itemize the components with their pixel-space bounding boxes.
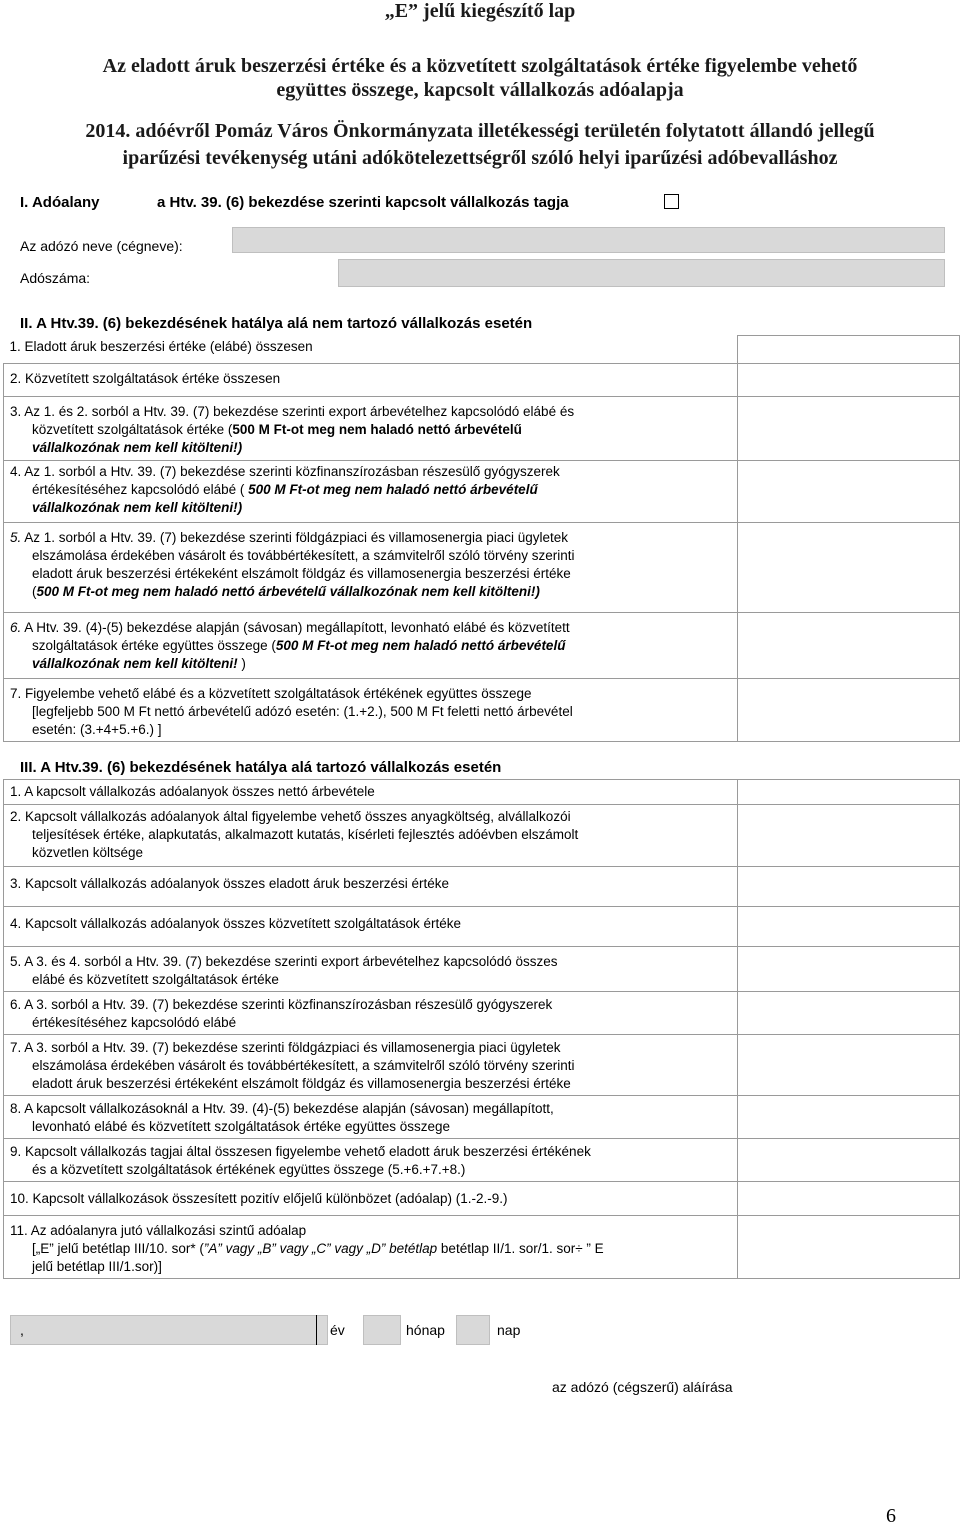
table-row: 2. Közvetített szolgáltatások értéke összesen: [4, 364, 960, 397]
value-cell[interactable]: [738, 947, 960, 992]
month-field[interactable]: [363, 1315, 401, 1345]
day-label: nap: [497, 1322, 521, 1338]
section2-table: [3, 335, 960, 742]
section1-label: I. Adóalany: [20, 194, 100, 211]
taxpayer-name-label: Az adózó neve (cégneve):: [20, 238, 183, 254]
table-row: 7. Figyelembe vehető elábé és a közvetített szolgáltatások értékének együttes összege [legfeljebb 500 M Ft nettó árbevételű adózó esetén: (1.+2.), 500 M Ft feletti nettó árbevétel esetén: (3.+4+5.+6.) ]: [4, 679, 960, 742]
tax-year: 2014.: [85, 120, 131, 142]
section1-text: a Htv. 39. (6) bekezdése szerinti kapcsolt vállalkozás tagja: [157, 194, 569, 211]
table-row: 9. Kapcsolt vállalkozás tagjai által összesen figyelembe vehető eladott áruk beszerzési értékének és a közvetített szolgáltatások értékének együttes összege (5.+6.+7.+8.): [4, 1139, 960, 1182]
table-row: 7. A 3. sorból a Htv. 39. (7) bekezdése szerinti földgázpiaci és villamosenergia piaci ügyletek elszámolása érdekében vásárolt és továbbértékesített, a számvitelről szóló törvény szerinti eladott áruk beszerzési értékeként elszámolt földgáz és villamosenergia beszerzési értéke: [4, 1035, 960, 1096]
form-title: „E” jelű kiegészítő lap: [384, 0, 576, 22]
table-row: 1. Eladott áruk beszerzési értéke (elábé) összesen: [4, 336, 960, 364]
value-cell[interactable]: [738, 523, 960, 613]
table-row: 2. Kapcsolt vállalkozás adóalanyok által figyelembe vehető összes anyagköltség, alvállalkozói teljesítések értéke, alapkutatás, alkalmazott kutatás, kísérleti fejlesztés adóévben elszámolt közvetlen költsége: [4, 805, 960, 867]
value-cell[interactable]: [738, 397, 960, 461]
table-row: 5. Az 1. sorból a Htv. 39. (7) bekezdése szerinti földgázpiaci és villamosenergia piaci ügyletek elszámolása érdekében vásárolt és továbbértékesített, a számvitelről szóló törvény szerinti eladott áruk beszerzési értékeként elszámolt földgáz és villamosenergia beszerzési értéke (500 M Ft-ot meg nem haladó nettó árbevételű vállalkozónak nem kell kitölteni!): [4, 523, 960, 613]
table-row: 10. Kapcsolt vállalkozások összesített pozitív előjelű különbözet (adóalap) (1.-2.-9.): [4, 1182, 960, 1216]
value-cell[interactable]: [738, 1096, 960, 1139]
value-cell[interactable]: [738, 780, 960, 805]
form-subtitle: Az eladott áruk beszerzési értéke és a közvetített szolgáltatások értéke figyelembe vehető együttes összege, kapcsolt vállalkozás adóalapja: [102, 55, 858, 101]
value-cell[interactable]: [738, 1139, 960, 1182]
value-cell[interactable]: [738, 907, 960, 947]
value-cell[interactable]: [738, 867, 960, 907]
table-row: 6. A 3. sorból a Htv. 39. (7) bekezdése szerinti közfinanszírozásban részesülő gyógyszerek értékesítéséhez kapcsolódó elábé: [4, 992, 960, 1035]
table-row: 4. Kapcsolt vállalkozás adóalanyok összes közvetített szolgáltatások értéke: [4, 907, 960, 947]
tax-number-field[interactable]: [338, 259, 945, 287]
form-description: 2014. adóévről Pomáz Város Önkormányzata illetékességi területén folytatott állandó jellegű iparűzési tevékenység utáni adókötelezettségről szóló helyi iparűzési adóbevalláshoz: [85, 120, 875, 169]
value-cell[interactable]: [738, 364, 960, 397]
page-number: 6: [886, 1505, 896, 1527]
value-cell[interactable]: [738, 613, 960, 679]
value-cell[interactable]: [738, 805, 960, 867]
related-enterprise-checkbox[interactable]: [664, 194, 679, 209]
tax-number-label: Adószáma:: [20, 270, 91, 286]
year-label: év: [330, 1322, 345, 1338]
value-cell[interactable]: [738, 461, 960, 523]
place-comma: ,: [20, 1322, 24, 1338]
table-row: 8. A kapcsolt vállalkozásoknál a Htv. 39. (4)-(5) bekezdése alapján (sávosan) megállapított, levonható elábé és közvetített szolgáltatások értéke együttes összege: [4, 1096, 960, 1139]
table-row: 3. Az 1. és 2. sorból a Htv. 39. (7) bekezdése szerinti export árbevételhez kapcsolódó elábé és közvetített szolgáltatások értéke (500 M Ft-ot meg nem haladó nettó árbevételű vállalkozónak nem kell kitölteni!): [4, 397, 960, 461]
table-row: 6. A Htv. 39. (4)-(5) bekezdése alapján (sávosan) megállapított, levonható elábé és közvetített szolgáltatások értéke együttes összege (500 M Ft-ot meg nem haladó nettó árbevételű vállalkozónak nem kell kitölteni! ): [4, 613, 960, 679]
place-field[interactable]: [10, 1315, 328, 1345]
month-label: hónap: [406, 1322, 445, 1338]
value-cell[interactable]: [738, 1035, 960, 1096]
table-row: 1. A kapcsolt vállalkozás adóalanyok összes nettó árbevétele: [4, 780, 960, 805]
section2-heading: II. A Htv.39. (6) bekezdésének hatálya alá nem tartozó vállalkozás esetén: [20, 315, 533, 332]
value-cell[interactable]: [738, 992, 960, 1035]
value-cell[interactable]: [738, 1216, 960, 1279]
value-cell[interactable]: [738, 336, 960, 364]
value-cell[interactable]: [738, 1182, 960, 1216]
table-row: 5. A 3. és 4. sorból a Htv. 39. (7) bekezdése szerinti export árbevételhez kapcsolódó összes elábé és közvetített szolgáltatások értéke: [4, 947, 960, 992]
table-row: 3. Kapcsolt vállalkozás adóalanyok összes eladott áruk beszerzési értéke: [4, 867, 960, 907]
value-cell[interactable]: [738, 679, 960, 742]
table-row: 11. Az adóalanyra jutó vállalkozási szintű adóalap [„E” jelű betétlap III/10. sor* (”A” vagy „B” vagy „C” vagy „D” betétlap betétlap II/1. sor/1. sor÷ ” E jelű betétlap III/1.sor)]: [4, 1216, 960, 1279]
section3-table: [3, 779, 960, 1279]
signature-label: az adózó (cégszerű) aláírása: [552, 1379, 733, 1395]
taxpayer-name-field[interactable]: [232, 227, 945, 253]
table-row: 4. Az 1. sorból a Htv. 39. (7) bekezdése szerinti közfinanszírozásban részesülő gyógyszerek értékesítéséhez kapcsolódó elábé ( 500 M Ft-ot meg nem haladó nettó árbevételű vállalkozónak nem kell kitölteni!): [4, 461, 960, 523]
section3-heading: III. A Htv.39. (6) bekezdésének hatálya alá tartozó vállalkozás esetén: [20, 759, 502, 776]
year-separator: [316, 1315, 317, 1345]
day-field[interactable]: [456, 1315, 490, 1345]
